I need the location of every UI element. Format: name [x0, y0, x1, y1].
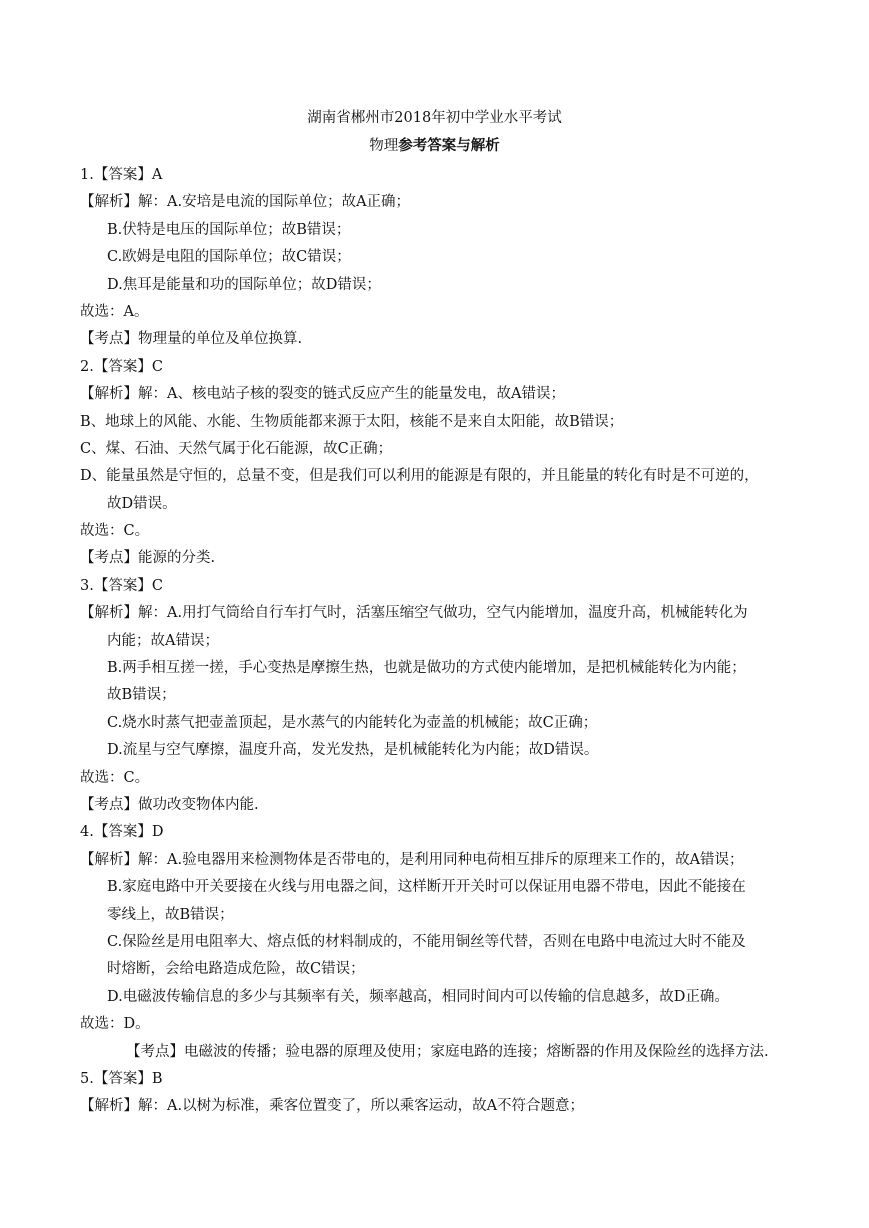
text-line: 故选：C。: [80, 523, 150, 540]
subtitle-bold: 参考答案与解析: [398, 137, 500, 154]
text-line: 4.【答案】D: [80, 824, 164, 841]
text-line: 2.【答案】C: [80, 358, 163, 375]
text-line: 【解析】解：A.以树为标准，乘客位置变了，所以乘客运动，故A不符合题意；: [80, 1098, 585, 1115]
answer-content: [80, 162, 795, 1121]
text-line: 故D错误。: [107, 495, 177, 512]
text-line: D、能量虽然是守恒的，总量不变，但是我们可以利用的能源是有限的，并且能量的转化有时是不可逆的，: [80, 468, 759, 485]
text-line: 故选：D。: [80, 1016, 150, 1033]
text-line: B.两手相互搓一搓，手心变热是摩擦生热，也就是做功的方式使内能增加，是把机械能转化为内能；: [107, 660, 746, 677]
text-line: 【解析】解：A.用打气筒给自行车打气时，活塞压缩空气做功，空气内能增加，温度升高，机械能转化为: [80, 605, 748, 622]
text-line: D.电磁波传输信息的多少与其频率有关，频率越高，相同时间内可以传输的信息越多，故D正确。: [107, 988, 729, 1005]
text-line: 5.【答案】B: [80, 1070, 163, 1087]
text-line: 【解析】解：A、核电站子核的裂变的链式反应产生的能量发电，故A错误；: [80, 386, 565, 403]
text-line: D.流星与空气摩擦，温度升高，发光发热，是机械能转化为内能；故D错误。: [107, 742, 599, 759]
text-line: C.保险丝是用电阻率大、熔点低的材料制成的，不能用铜丝等代替，否则在电路中电流过大时不能及: [107, 933, 746, 950]
text-line: D.焦耳是能量和功的国际单位；故D错误；: [107, 276, 381, 293]
text-line: 时熔断，会给电路造成危险，故C错误；: [107, 961, 365, 978]
subtitle-prefix: 物理: [369, 138, 399, 154]
text-line: 故选：C。: [80, 769, 150, 786]
text-line: 内能；故A错误；: [107, 632, 219, 649]
text-line: C、煤、石油、天然气属于化石能源，故C正确；: [80, 440, 393, 457]
text-line: C.欧姆是电阻的国际单位；故C错误；: [107, 249, 351, 266]
text-line: 【解析】解：A.安培是电流的国际单位；故A正确；: [80, 194, 411, 211]
text-line: 【解析】解：A.验电器用来检测物体是否带电的，是利用同种电荷相互排斥的原理来工作的，故A错误；: [80, 851, 744, 868]
text-line: B.伏特是电压的国际单位；故B错误；: [107, 221, 351, 238]
document-subtitle: [0, 136, 869, 156]
text-line: 故B错误；: [107, 687, 176, 704]
text-line: 【考点】能源的分类.: [80, 550, 216, 567]
text-line: 故选：A。: [80, 303, 149, 320]
text-line: 【考点】电磁波的传播；验电器的原理及使用；家庭电路的连接；熔断器的作用及保险丝的选择方法.: [126, 1043, 769, 1060]
text-line: B.家庭电路中开关要接在火线与用电器之间，这样断开开关时可以保证用电器不带电，因此不能接在: [107, 879, 746, 896]
text-line: 1.【答案】A: [80, 167, 163, 183]
text-line: B、地球上的风能、水能、生物质能都来源于太阳，核能不是来自太阳能，故B错误；: [80, 413, 624, 430]
text-line: 【考点】做功改变物体内能.: [80, 796, 259, 813]
text-line: 零线上，故B错误；: [107, 906, 234, 923]
text-line: C.烧水时蒸气把壶盖顶起，是水蒸气的内能转化为壶盖的机械能；故C正确；: [107, 714, 598, 731]
document-title: 湖南省郴州市2018年初中学业水平考试: [307, 110, 562, 126]
text-line: 3.【答案】C: [80, 577, 163, 594]
text-line: 【考点】物理量的单位及单位换算.: [80, 331, 303, 348]
